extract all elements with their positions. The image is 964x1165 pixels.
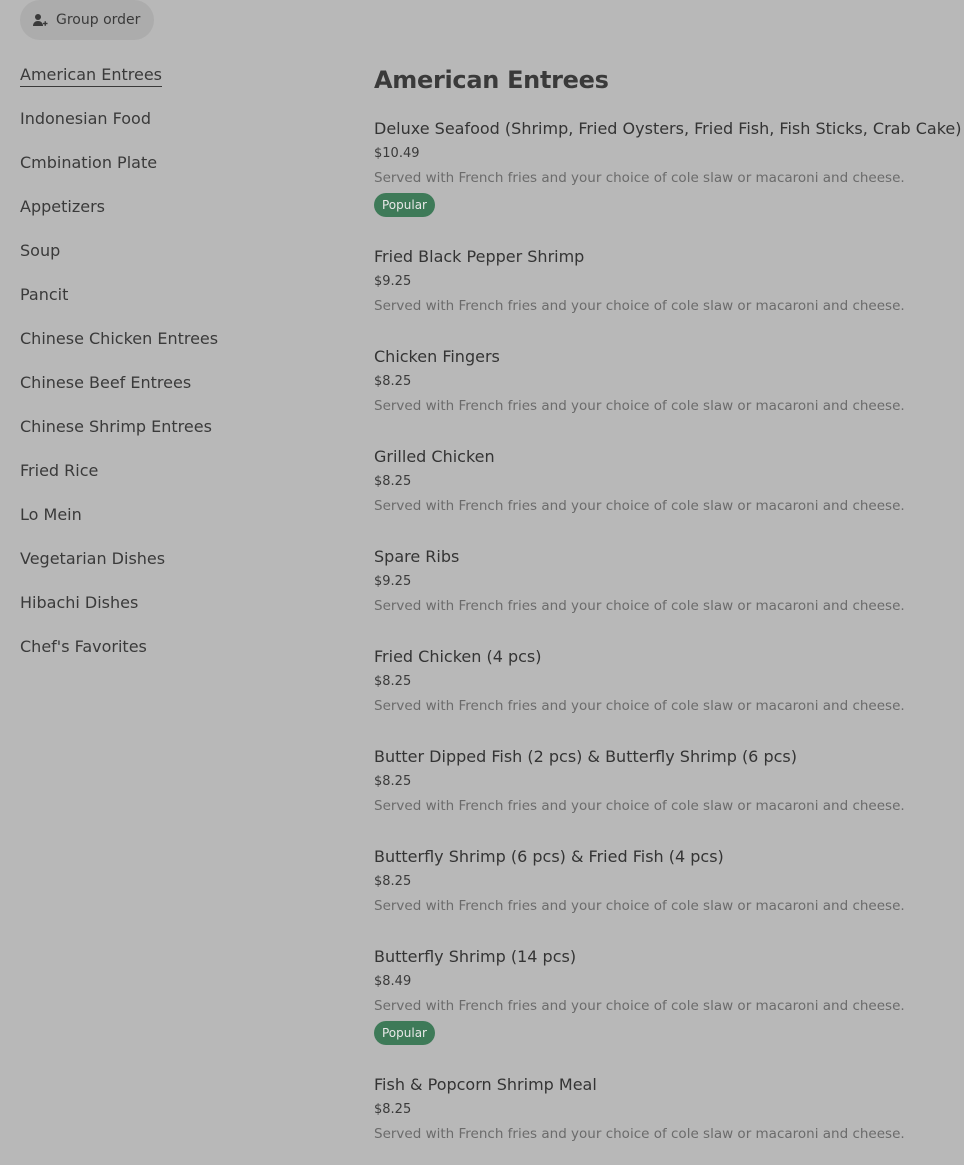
menu-item[interactable]	[374, 437, 954, 537]
group-order-button[interactable]	[20, 0, 154, 40]
item-price: $8.25	[374, 1102, 412, 1117]
item-description: Served with French fries and your choice of cole slaw or macaroni and cheese.	[374, 598, 905, 614]
sidebar-item-chinese-chicken-entrees[interactable]: Chinese Chicken Entrees	[20, 329, 219, 348]
item-price: $8.25	[374, 774, 412, 789]
item-description: Served with French fries and your choice of cole slaw or macaroni and cheese.	[374, 898, 905, 914]
item-price: $9.25	[374, 574, 412, 589]
sidebar-item-lo-mein[interactable]: Lo Mein	[20, 505, 82, 524]
sidebar-item-cmbination-plate[interactable]: Cmbination Plate	[20, 153, 158, 172]
item-description: Served with French fries and your choice of cole slaw or macaroni and cheese.	[374, 1126, 905, 1142]
menu-item[interactable]	[374, 1065, 954, 1165]
item-description: Served with French fries and your choice of cole slaw or macaroni and cheese.	[374, 298, 905, 314]
item-price: $8.25	[374, 474, 412, 489]
item-name: Chicken Fingers	[374, 347, 500, 366]
item-name: Spare Ribs	[374, 547, 460, 566]
menu-item[interactable]	[374, 637, 954, 737]
item-description: Served with French fries and your choice of cole slaw or macaroni and cheese.	[374, 998, 905, 1014]
item-description: Served with French fries and your choice of cole slaw or macaroni and cheese.	[374, 698, 905, 714]
item-price: $9.25	[374, 274, 412, 289]
sidebar-item-american-entrees[interactable]: American Entrees	[20, 60, 320, 104]
sidebar-item-appetizers[interactable]: Appetizers	[20, 197, 105, 216]
item-name: Butterfly Shrimp (14 pcs)	[374, 947, 577, 966]
sidebar-item-chinese-shrimp-entrees[interactable]: Chinese Shrimp Entrees	[20, 417, 212, 436]
item-name: Butter Dipped Fish (2 pcs) & Butterfly Shrimp (6 pcs)	[374, 747, 797, 766]
item-name: Butterfly Shrimp (6 pcs) & Fried Fish (4 pcs)	[374, 847, 724, 866]
popular-badge: Popular	[374, 1021, 435, 1045]
item-price: $10.49	[374, 146, 420, 161]
item-price: $8.25	[374, 374, 412, 389]
section-title: American Entrees	[374, 66, 609, 94]
sidebar-item-pancit[interactable]: Pancit	[20, 285, 69, 304]
item-price: $8.49	[374, 974, 412, 989]
item-name: Fried Black Pepper Shrimp	[374, 247, 585, 266]
person-add-icon	[32, 12, 48, 28]
menu-section	[374, 62, 962, 1165]
sidebar-item-fried-rice[interactable]: Fried Rice	[20, 461, 99, 480]
menu-item[interactable]	[374, 837, 954, 937]
menu-item[interactable]	[374, 237, 954, 337]
sidebar-item-hibachi-dishes[interactable]: Hibachi Dishes	[20, 593, 139, 612]
sidebar-item-vegetarian-dishes[interactable]: Vegetarian Dishes	[20, 549, 166, 568]
sidebar-item-chinese-beef-entrees[interactable]: Chinese Beef Entrees	[20, 373, 192, 392]
group-order-label: Group order	[56, 12, 141, 28]
menu-item[interactable]	[374, 937, 954, 1065]
menu-item[interactable]	[374, 337, 954, 437]
sidebar-item-chefs-favorites[interactable]: Chef's Favorites	[20, 637, 147, 656]
item-name: Grilled Chicken	[374, 447, 495, 466]
item-name: Fried Chicken (4 pcs)	[374, 647, 542, 666]
item-description: Served with French fries and your choice of cole slaw or macaroni and cheese.	[374, 798, 905, 814]
menu-item[interactable]	[374, 109, 962, 237]
item-name: Deluxe Seafood (Shrimp, Fried Oysters, Fried Fish, Fish Sticks, Crab Cake)	[374, 119, 962, 138]
category-sidebar	[20, 60, 320, 676]
sidebar-item-soup[interactable]: Soup	[20, 241, 61, 260]
item-description: Served with French fries and your choice of cole slaw or macaroni and cheese.	[374, 498, 905, 514]
menu-item[interactable]	[374, 737, 954, 837]
item-description: Served with French fries and your choice of cole slaw or macaroni and cheese.	[374, 170, 905, 186]
popular-badge: Popular	[374, 193, 435, 217]
item-price: $8.25	[374, 674, 412, 689]
item-description: Served with French fries and your choice of cole slaw or macaroni and cheese.	[374, 398, 905, 414]
menu-item[interactable]	[374, 537, 954, 637]
item-price: $8.25	[374, 874, 412, 889]
sidebar-item-indonesian-food[interactable]: Indonesian Food	[20, 109, 151, 128]
item-name: Fish & Popcorn Shrimp Meal	[374, 1075, 597, 1094]
